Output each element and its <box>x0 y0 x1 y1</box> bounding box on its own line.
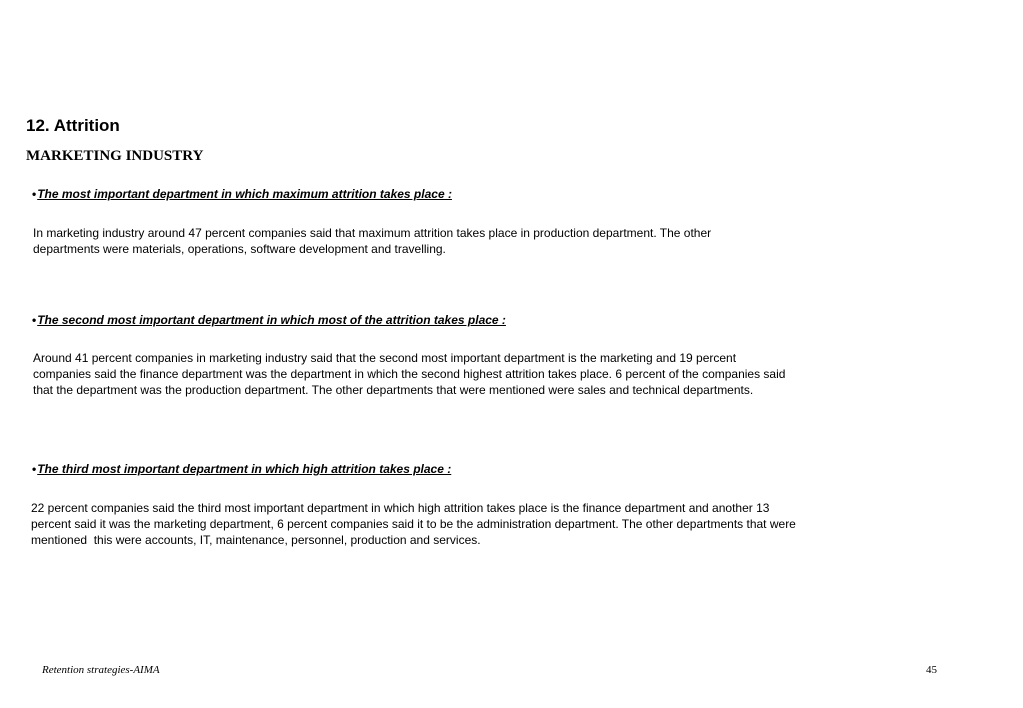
footer-source: Retention strategies-AIMA <box>42 664 160 676</box>
block-3-heading <box>32 461 451 477</box>
block-2-line: that the department was the production department. The other departments that were mentioned were sales and technical departments. <box>33 383 754 397</box>
block-2-heading-text: The second most important department in which most of the attrition takes place : <box>37 313 506 327</box>
section-heading: 12. Attrition <box>26 116 120 135</box>
block-2-heading <box>32 312 506 328</box>
block-3-line: 22 percent companies said the third most important department in which high attrition takes place is the finance department and another 13 <box>31 501 770 515</box>
block-3-line: mentioned this were accounts, IT, maintenance, personnel, production and services. <box>31 533 481 547</box>
bullet-icon: • <box>32 462 37 476</box>
page-number: 45 <box>926 664 937 676</box>
block-2-line: Around 41 percent companies in marketing industry said that the second most important department is the marketing and 19 percent <box>33 351 737 365</box>
bullet-icon: • <box>32 313 37 327</box>
industry-title: MARKETING INDUSTRY <box>26 148 204 164</box>
block-1-heading-text: The most important department in which maximum attrition takes place : <box>37 187 452 201</box>
block-1-heading <box>32 186 452 202</box>
bullet-icon: • <box>32 187 37 201</box>
block-2-line: companies said the finance department was the department in which the second highest attrition takes place. 6 percent of the companies said <box>33 367 786 381</box>
block-1-line: In marketing industry around 47 percent companies said that maximum attrition takes place in production department. The other <box>33 226 712 240</box>
block-3-heading-text: The third most important department in which high attrition takes place : <box>37 462 452 476</box>
block-2-paragraph <box>33 350 785 398</box>
block-1-paragraph <box>33 225 711 257</box>
block-3-line: percent said it was the marketing department, 6 percent companies said it to be the administration department. The other departments that were <box>31 517 796 531</box>
block-3-paragraph <box>31 500 796 548</box>
block-1-line: departments were materials, operations, software development and travelling. <box>33 242 446 256</box>
